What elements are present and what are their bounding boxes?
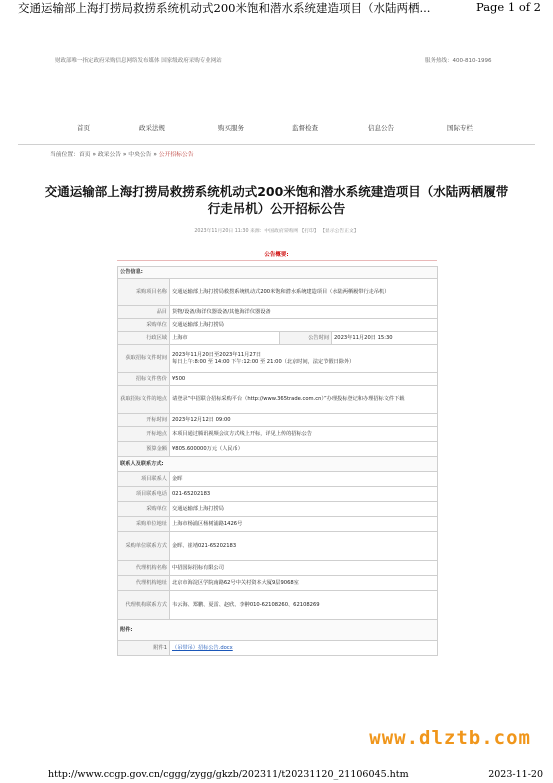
print-header-page: Page 1 of 2 [475, 0, 541, 14]
value-buyer-2: 交通运输部上海打捞局 [170, 502, 438, 517]
value-project-name: 交通运输部上海打捞局救捞系统机动式200米饱和潜水系统建造项目（水陆两栖履带行走吊机） [170, 279, 438, 306]
site-watermark: www.dlztb.com [369, 727, 531, 749]
label-project-name: 采购项目名称 [118, 279, 170, 306]
value-budget: ¥805.600000万元（人民币） [170, 442, 438, 457]
print-footer [0, 766, 553, 783]
attachment-1-link[interactable]: （吊带吊）招标公告.docx [172, 644, 233, 651]
value-doc-time [170, 345, 438, 373]
summary-divider [117, 260, 437, 261]
label-buyer-address: 采购单位地址 [118, 517, 170, 532]
label-open-location: 开标地点 [118, 427, 170, 442]
breadcrumb-announcements[interactable]: 政采公告 [97, 152, 122, 158]
nav-item-international[interactable]: 国际专栏 [447, 124, 473, 132]
section-contacts: 联系人及联系方式: [118, 457, 438, 472]
value-pubtime: 2023年11月20日 15:30 [332, 332, 438, 345]
label-agent-address: 代理机构地址 [118, 576, 170, 591]
breadcrumb-sep: » [151, 152, 159, 158]
label-doc-price: 招标文件售价 [118, 373, 170, 386]
main-nav [40, 121, 513, 135]
section-attachments: 附件: [118, 620, 438, 641]
breadcrumb [50, 149, 194, 158]
value-open-time: 2023年12月12日 09:00 [170, 414, 438, 427]
article-meta: 2023年11月20日 11:30 来源：中国政府采购网 【打印】 【显示公告正文】 [194, 229, 359, 234]
label-project-contact: 项目联系人 [118, 472, 170, 487]
value-project-phone: 021-65202183 [170, 487, 438, 502]
print-footer-url: http://www.ccgp.gov.cn/cggg/zygg/gkzb/202311/t20231120_21106045.htm [48, 769, 409, 780]
site-slogan: 财政部唯一指定政府采购信息网络发布媒体 国家级政府采购专业网站 [55, 58, 222, 64]
nav-item-announcements[interactable]: 信息公告 [368, 124, 394, 132]
value-open-location: 本项目通过腾讯视频会议方式线上开标，详见上传的招标公告 [170, 427, 438, 442]
site-topbar [0, 52, 553, 66]
nav-item-supervision[interactable]: 监督检查 [292, 124, 318, 132]
value-buyer-contact: 金晖、崔靖021-65202183 [170, 532, 438, 561]
nav-item-purchase-services[interactable]: 购买服务 [218, 124, 244, 132]
print-footer-date: 2023-11-20 [488, 769, 543, 780]
label-budget: 预算金额 [118, 442, 170, 457]
value-agent: 中招国际招标有限公司 [170, 561, 438, 576]
value-region: 上海市 [170, 332, 280, 345]
value-doc-location: 请登录“中招联合招标采购平台（http://www.365trade.com.cn）”办理投标登记和办理招标文件下载 [170, 386, 438, 414]
label-agent-contact: 代理机构联系方式 [118, 591, 170, 620]
label-buyer: 采购单位 [118, 319, 170, 332]
service-hotline: 服务热线：400-810-1996 [425, 58, 492, 64]
label-pubtime: 公告时间 [280, 332, 332, 345]
breadcrumb-current: 公开招标公告 [158, 152, 194, 158]
summary-label: 公告概要: [264, 252, 289, 258]
section-basic-info: 公告信息: [118, 267, 438, 279]
breadcrumb-sep: » [90, 152, 98, 158]
value-agent-contact: 韦云海、郑鹏、夏雷、赵欣、李翀010-62108260、62108269 [170, 591, 438, 620]
label-buyer-2: 采购单位 [118, 502, 170, 517]
nav-item-home[interactable]: 首页 [77, 124, 90, 132]
breadcrumb-home[interactable]: 首页 [79, 152, 91, 158]
value-doc-time-hours: 每日上午:8:00 至 14:00 下午:12:00 至 21:00（北京时间，法定节假日除外） [172, 358, 355, 365]
value-buyer-address: 上海市杨浦区杨树浦路1426号 [170, 517, 438, 532]
label-project-phone: 项目联系电话 [118, 487, 170, 502]
page-title: 交通运输部上海打捞局救捞系统机动式200米饱和潜水系统建造项目（水陆两栖履带行走吊机）公开招标公告 [44, 184, 509, 216]
nav-divider [18, 144, 535, 145]
breadcrumb-prefix: 当前位置： [50, 152, 79, 158]
breadcrumb-central[interactable]: 中央公告 [128, 152, 152, 158]
print-header [0, 0, 553, 16]
label-open-time: 开标时间 [118, 414, 170, 427]
label-doc-location: 获取招标文件的地点 [118, 386, 170, 414]
label-region: 行政区域 [118, 332, 170, 345]
value-agent-address: 北京市海淀区学院南路62号中关村资本大厦9层9068室 [170, 576, 438, 591]
label-buyer-contact: 采购单位联系方式 [118, 532, 170, 561]
value-category: 货物/设备/海洋仪器设备/其他海洋仪器设备 [170, 306, 438, 319]
attachment-1-cell [170, 641, 438, 656]
value-doc-price: ¥500 [170, 373, 438, 386]
label-agent: 代理机构名称 [118, 561, 170, 576]
label-category: 品目 [118, 306, 170, 319]
nav-item-regulations[interactable]: 政采法规 [139, 124, 165, 132]
announcement-summary-table [117, 266, 438, 656]
breadcrumb-sep: » [121, 152, 129, 158]
print-header-title: 交通运输部上海打捞局救捞系统机动式200米饱和潜水系统建造项目（水陆两栖... [18, 1, 431, 15]
value-project-contact: 金晖 [170, 472, 438, 487]
value-buyer: 交通运输部上海打捞局 [170, 319, 438, 332]
value-doc-time-dates: 2023年11月20日至2023年11月27日 [172, 351, 262, 358]
label-doc-time: 获取招标文件时间 [118, 345, 170, 373]
label-attachment-1: 附件1 [118, 641, 170, 656]
